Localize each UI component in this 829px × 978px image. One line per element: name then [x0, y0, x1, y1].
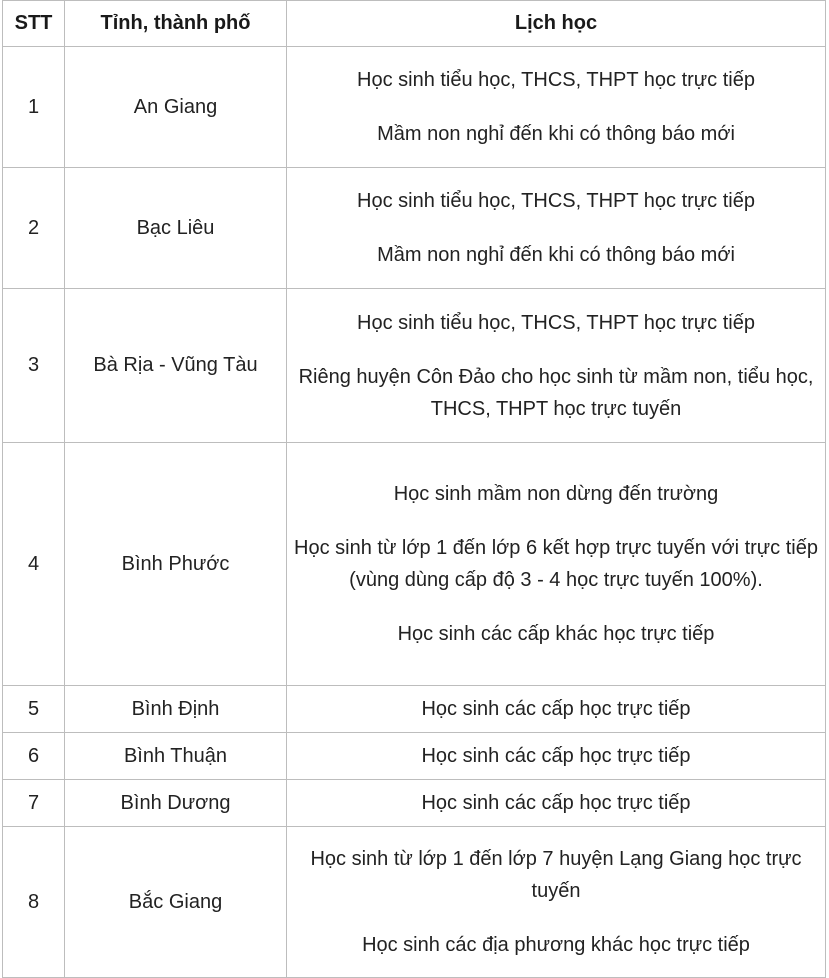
- row-schedule: [287, 733, 826, 780]
- schedule-line: Học sinh tiểu học, THCS, THPT học trực tiếp: [357, 69, 755, 91]
- row-stt: 1: [3, 47, 65, 168]
- table-row: [3, 443, 826, 686]
- row-province: An Giang: [65, 47, 287, 168]
- table-header-row: [3, 1, 826, 47]
- table-row: [3, 780, 826, 827]
- schedule-line: Học sinh các địa phương khác học trực tiếp: [362, 934, 750, 956]
- table-row: [3, 733, 826, 780]
- row-schedule: [287, 168, 826, 289]
- row-schedule: [287, 443, 826, 686]
- row-province: Bà Rịa - Vũng Tàu: [65, 289, 287, 443]
- schedule-line: Học sinh các cấp học trực tiếp: [421, 792, 691, 814]
- row-province: Bình Thuận: [65, 733, 287, 780]
- schedule-line: Mầm non nghỉ đến khi có thông báo mới: [377, 123, 735, 145]
- table-row: [3, 686, 826, 733]
- table-row: [3, 168, 826, 289]
- schedule-line: Học sinh các cấp học trực tiếp: [421, 698, 691, 720]
- table-row: [3, 289, 826, 443]
- row-schedule: [287, 47, 826, 168]
- schedule-line: Học sinh tiểu học, THCS, THPT học trực tiếp: [357, 190, 755, 212]
- row-province: Bình Dương: [65, 780, 287, 827]
- table-row: [3, 827, 826, 978]
- row-schedule: [287, 827, 826, 978]
- schedule-line: Học sinh mầm non dừng đến trường: [393, 483, 719, 505]
- row-schedule: [287, 780, 826, 827]
- row-stt: 2: [3, 168, 65, 289]
- schedule-line: Học sinh tiểu học, THCS, THPT học trực tiếp: [357, 311, 755, 334]
- schedule-line: Học sinh từ lớp 1 đến lớp 6 kết hợp trực tuyến với trực tiếp (vùng dùng cấp độ 3 - 4 học trực tuyến 100%).: [294, 537, 818, 591]
- row-stt: 7: [3, 780, 65, 827]
- row-schedule: [287, 686, 826, 733]
- row-schedule: [287, 289, 826, 443]
- row-stt: 4: [3, 443, 65, 686]
- table-row: [3, 47, 826, 168]
- row-province: Bình Phước: [65, 443, 287, 686]
- row-stt: 6: [3, 733, 65, 780]
- row-stt: 3: [3, 289, 65, 443]
- schedule-line: Học sinh các cấp khác học trực tiếp: [397, 623, 715, 645]
- row-stt: 8: [3, 827, 65, 978]
- schedule-line: Riêng huyện Côn Đảo cho học sinh từ mầm non, tiểu học, THCS, THPT học trực tuyến: [298, 365, 814, 420]
- header-province: Tỉnh, thành phố: [65, 1, 287, 47]
- row-province: Bạc Liêu: [65, 168, 287, 289]
- schedule-line: Mầm non nghỉ đến khi có thông báo mới: [377, 244, 735, 266]
- schedule-line: Học sinh các cấp học trực tiếp: [421, 745, 691, 767]
- header-schedule: Lịch học: [287, 1, 826, 47]
- header-stt: STT: [3, 1, 65, 47]
- schedule-line: Học sinh từ lớp 1 đến lớp 7 huyện Lạng Giang học trực tuyến: [310, 848, 802, 902]
- row-province: Bắc Giang: [65, 827, 287, 978]
- school-schedule-table: [2, 0, 826, 978]
- row-stt: 5: [3, 686, 65, 733]
- row-province: Bình Định: [65, 686, 287, 733]
